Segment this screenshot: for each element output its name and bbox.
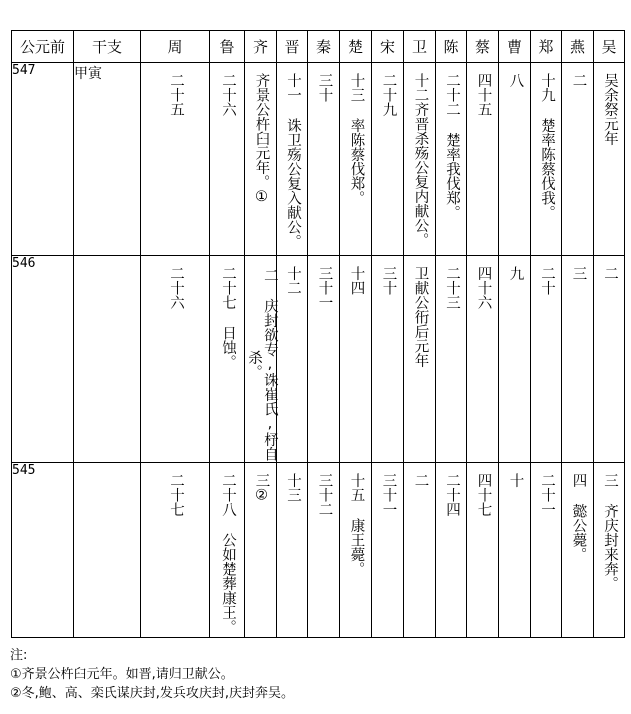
column-header: 周 — [141, 31, 210, 63]
header-row — [12, 31, 625, 63]
state-entry-text: 三十一 — [316, 266, 333, 310]
state-cell — [499, 256, 531, 463]
state-cell — [467, 256, 499, 463]
ganzhi-cell: 甲寅 — [74, 63, 141, 256]
state-entry-text: 四 懿公薨。 — [570, 473, 587, 562]
chronology-table — [11, 30, 625, 638]
state-entry-text: 二十八 公如楚葬康王。 — [219, 473, 236, 634]
state-entry-text: 三十 — [380, 266, 397, 295]
note-2: ②冬,鲍、高、栾氏谋庆封,发兵攻庆封,庆封奔吴。 — [10, 686, 295, 701]
state-entry-text: 十 — [507, 473, 524, 488]
state-cell — [404, 63, 436, 256]
column-header: 曹 — [499, 31, 531, 63]
state-cell — [594, 463, 625, 638]
state-cell — [372, 463, 404, 638]
notes-heading: 注: — [10, 648, 28, 663]
state-cell — [340, 463, 372, 638]
column-header: 齐 — [245, 31, 277, 63]
state-cell — [562, 256, 594, 463]
state-entry-text: 二 — [601, 266, 618, 281]
state-cell — [308, 256, 340, 463]
state-cell — [340, 256, 372, 463]
state-cell — [531, 63, 562, 256]
column-header: 陈 — [436, 31, 467, 63]
state-cell — [245, 256, 277, 463]
state-cell — [562, 63, 594, 256]
state-entry-text: 二十七 — [167, 473, 184, 517]
state-entry-text: 二十三 — [443, 266, 460, 310]
state-cell — [531, 463, 562, 638]
column-header: 楚 — [340, 31, 372, 63]
state-cell — [531, 256, 562, 463]
state-cell — [141, 463, 210, 638]
column-header: 郑 — [531, 31, 562, 63]
state-entry-text: 吴余祭元年 — [601, 73, 618, 146]
state-entry-text: 三十 — [316, 73, 333, 102]
state-entry-text: 八 — [507, 73, 524, 88]
state-entry-text: 四十五 — [475, 73, 492, 117]
column-header: 公元前 — [12, 31, 74, 63]
column-header: 鲁 — [210, 31, 245, 63]
table-row — [12, 463, 625, 638]
state-cell — [499, 63, 531, 256]
state-cell — [308, 63, 340, 256]
state-entry-text: 十二 — [284, 266, 301, 295]
state-cell — [594, 63, 625, 256]
notes — [10, 646, 294, 703]
state-entry-text: 二十四 — [443, 473, 460, 517]
state-entry-text: 十五 康王薨。 — [348, 473, 365, 576]
state-entry-text: 齐景公杵臼元年。① — [253, 73, 270, 205]
state-entry-text: 卫献公衎后元年 — [412, 266, 429, 368]
state-entry-text: 三② — [253, 473, 270, 504]
state-cell — [340, 63, 372, 256]
state-cell — [404, 463, 436, 638]
ganzhi-cell — [74, 256, 141, 463]
table-row — [12, 63, 625, 256]
state-entry-text: 十三 率陈蔡伐郑。 — [348, 73, 365, 205]
state-entry-text: 二十六 — [167, 266, 184, 310]
state-cell — [404, 256, 436, 463]
year-cell: 545 — [12, 463, 74, 638]
year-cell: 547 — [12, 63, 74, 256]
state-entry-text: 二 — [570, 73, 587, 88]
state-cell — [141, 256, 210, 463]
state-entry-text: 二十七 日蚀。 — [219, 266, 236, 369]
state-entry-text: 十四 — [348, 266, 365, 295]
state-cell — [210, 63, 245, 256]
column-header: 晋 — [277, 31, 308, 63]
note-1: ①齐景公杵臼元年。如晋,请归卫献公。 — [10, 667, 234, 682]
state-entry-text: 三十二 — [316, 473, 333, 517]
state-entry-text: 二十一 — [538, 473, 555, 517]
state-entry-text: 三 — [570, 266, 587, 281]
ganzhi-cell — [74, 463, 141, 638]
state-cell — [436, 63, 467, 256]
state-cell — [499, 463, 531, 638]
year-cell: 546 — [12, 256, 74, 463]
column-header: 蔡 — [467, 31, 499, 63]
state-cell — [436, 463, 467, 638]
state-cell — [277, 63, 308, 256]
state-cell — [141, 63, 210, 256]
state-entry-text: 四十七 — [475, 473, 492, 517]
state-cell — [210, 463, 245, 638]
table-row — [12, 256, 625, 463]
state-cell — [594, 256, 625, 463]
state-entry-text: 二十二 楚率我伐郑。 — [443, 73, 460, 220]
state-cell — [562, 463, 594, 638]
state-entry-text: 三十一 — [380, 473, 397, 517]
state-cell — [372, 256, 404, 463]
column-header: 秦 — [308, 31, 340, 63]
state-entry-text: 十一 诛卫殇公复入献公。 — [284, 73, 301, 249]
state-entry-text: 十三 — [284, 473, 301, 502]
state-entry-text: 十二齐晋杀殇公复内献公。 — [412, 73, 429, 247]
state-cell — [245, 63, 277, 256]
column-header: 燕 — [562, 31, 594, 63]
state-entry-text: 二十五 — [167, 73, 184, 117]
state-entry-text: 四十六 — [475, 266, 492, 310]
state-cell — [308, 463, 340, 638]
state-cell — [467, 63, 499, 256]
state-cell — [277, 256, 308, 463]
state-entry-text: 十九 楚率陈蔡伐我。 — [538, 73, 555, 220]
state-cell — [210, 256, 245, 463]
state-entry-text: 二十九 — [380, 73, 397, 117]
state-entry-text: 二 — [412, 473, 429, 488]
column-header: 吴 — [594, 31, 625, 63]
column-header: 干支 — [74, 31, 141, 63]
state-entry-text: 二十六 — [219, 73, 236, 117]
state-cell — [436, 256, 467, 463]
state-cell — [467, 463, 499, 638]
state-entry-text: 二 庆封欲专,诛崔氏,杼自杀。 — [245, 267, 278, 461]
state-entry-text: 三 齐庆封来奔。 — [601, 473, 618, 591]
state-cell — [245, 463, 277, 638]
state-entry-text: 二十 — [538, 266, 555, 295]
state-entry-text: 九 — [507, 266, 524, 281]
state-cell — [277, 463, 308, 638]
column-header: 宋 — [372, 31, 404, 63]
column-header: 卫 — [404, 31, 436, 63]
state-cell — [372, 63, 404, 256]
